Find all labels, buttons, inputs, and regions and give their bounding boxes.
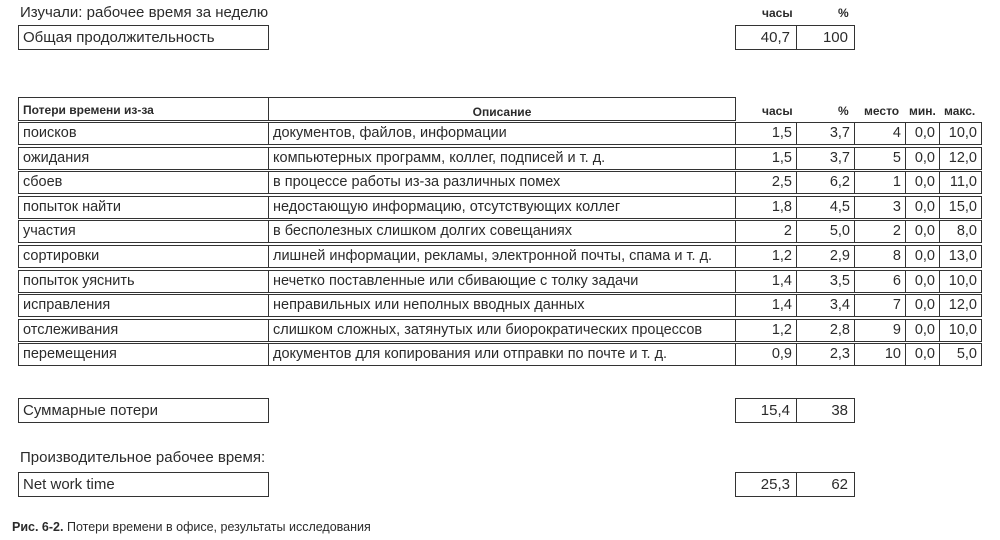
reason-cell: ожидания [18,147,269,170]
reason-cell: отслеживания [18,319,269,342]
hours-cell: 1,4 [735,294,797,317]
min-cell: 0,0 [905,319,940,342]
min-cell: 0,0 [905,294,940,317]
description-cell: документов для копирования или отправки по почте и т. д. [268,343,736,366]
max-cell: 11,0 [939,171,982,194]
figure-caption [12,520,371,534]
min-cell: 0,0 [905,147,940,170]
percent-cell: 5,0 [796,220,855,243]
total-losses-percent: 38 [796,398,855,423]
hours-cell: 1,5 [735,122,797,145]
percent-cell: 4,5 [796,196,855,219]
reason-cell: попыток найти [18,196,269,219]
percent-cell: 2,9 [796,245,855,268]
productive-time-title: Производительное рабочее время: [20,449,266,466]
max-cell: 12,0 [939,294,982,317]
reason-header: Потери времени из-за [23,103,154,117]
description-cell: недостающую информацию, отсутствующих коллег [268,196,736,219]
description-header-cell [268,97,736,121]
reason-cell: участия [18,220,269,243]
min-cell: 0,0 [905,196,940,219]
hours-cell: 0,9 [735,343,797,366]
reason-cell: исправления [18,294,269,317]
rank-cell: 3 [854,196,906,219]
min-cell: 0,0 [905,171,940,194]
hours-cell: 1,8 [735,196,797,219]
description-cell: лишней информации, рекламы, электронной почты, спама и т. д. [268,245,736,268]
rank-cell: 10 [854,343,906,366]
hours-cell: 2,5 [735,171,797,194]
net-work-time-percent: 62 [796,472,855,497]
description-header: Описание [472,105,532,119]
rank-cell: 5 [854,147,906,170]
description-cell: компьютерных программ, коллег, подписей и т. д. [268,147,736,170]
figure-number: Рис. 6-2. [12,520,64,534]
hours-cell: 1,4 [735,270,797,293]
total-losses-hours: 15,4 [735,398,797,423]
min-cell: 0,0 [905,220,940,243]
total-losses-label: Суммарные потери [18,398,269,423]
total-duration-label: Общая продолжительность [18,25,269,50]
rank-cell: 6 [854,270,906,293]
max-cell: 10,0 [939,270,982,293]
total-percent: 100 [796,25,855,50]
rank-cell: 2 [854,220,906,243]
percent-cell: 3,4 [796,294,855,317]
hours-header: часы [762,104,793,118]
max-cell: 10,0 [939,122,982,145]
hours-cell: 1,5 [735,147,797,170]
description-cell: нечетко поставленные или сбивающие с толку задачи [268,270,736,293]
min-cell: 0,0 [905,343,940,366]
description-cell: в бесполезных слишком долгих совещаниях [268,220,736,243]
rank-cell: 9 [854,319,906,342]
percent-cell: 3,7 [796,147,855,170]
percent-cell: 2,3 [796,343,855,366]
figure-caption-text: Потери времени в офисе, результаты исследования [66,520,371,534]
percent-cell: 6,2 [796,171,855,194]
reason-cell: сортировки [18,245,269,268]
description-cell: документов, файлов, информации [268,122,736,145]
description-cell: слишком сложных, затянутых или биорократических процессов [268,319,736,342]
description-cell: неправильных или неполных вводных данных [268,294,736,317]
study-title: Изучали: рабочее время за неделю [20,4,269,21]
rank-cell: 1 [854,171,906,194]
min-cell: 0,0 [905,270,940,293]
hours-cell: 2 [735,220,797,243]
max-cell: 12,0 [939,147,982,170]
min-cell: 0,0 [905,245,940,268]
percent-header: % [838,104,849,118]
min-cell: 0,0 [905,122,940,145]
max-cell: 15,0 [939,196,982,219]
reason-cell: попыток уяснить [18,270,269,293]
hours-cell: 1,2 [735,245,797,268]
reason-header-cell [18,97,269,121]
reason-cell: поисков [18,122,269,145]
net-work-time-label: Net work time [18,472,269,497]
reason-cell: сбоев [18,171,269,194]
hours-cell: 1,2 [735,319,797,342]
max-cell: 8,0 [939,220,982,243]
rank-header: место [864,104,900,118]
net-work-time-hours: 25,3 [735,472,797,497]
percent-cell: 3,5 [796,270,855,293]
percent-cell: 2,8 [796,319,855,342]
description-cell: в процессе работы из-за различных помех [268,171,736,194]
max-cell: 13,0 [939,245,982,268]
max-cell: 5,0 [939,343,982,366]
rank-cell: 7 [854,294,906,317]
percent-cell: 3,7 [796,122,855,145]
max-cell: 10,0 [939,319,982,342]
min-header: мин. [909,104,936,118]
max-header: макс. [944,104,976,118]
percent-header-top: % [838,6,849,20]
rank-cell: 8 [854,245,906,268]
hours-header-top: часы [762,6,793,20]
reason-cell: перемещения [18,343,269,366]
rank-cell: 4 [854,122,906,145]
total-hours: 40,7 [735,25,797,50]
